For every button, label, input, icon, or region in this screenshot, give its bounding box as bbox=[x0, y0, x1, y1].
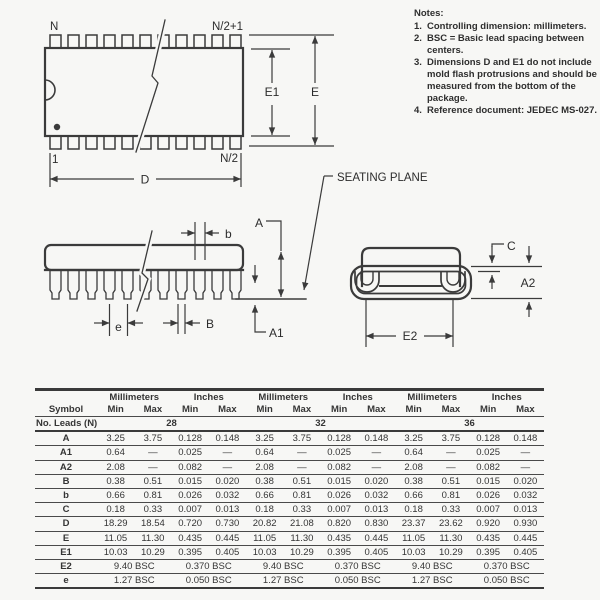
table-row bbox=[35, 503, 544, 517]
table-cell: 18.54 bbox=[140, 518, 165, 530]
table-cell: e bbox=[63, 575, 69, 587]
table-cell: 0.032 bbox=[215, 490, 240, 502]
table-cell: 0.930 bbox=[513, 518, 538, 530]
dim-d bbox=[50, 153, 241, 187]
table-cell: 0.050 BSC bbox=[483, 575, 530, 587]
table-cell: 11.30 bbox=[141, 532, 165, 544]
note-number: 3. bbox=[414, 57, 422, 68]
table-cell: 0.435 bbox=[178, 532, 203, 544]
group-header-mm: Millimeters bbox=[109, 392, 160, 403]
min-header: Min bbox=[107, 404, 124, 415]
table-cell: — bbox=[222, 461, 233, 473]
table-cell: 0.720 bbox=[178, 518, 203, 530]
min-header: Min bbox=[330, 404, 348, 415]
table-row bbox=[35, 559, 544, 573]
table-row bbox=[35, 488, 544, 502]
table-cell: — bbox=[297, 447, 307, 459]
table-cell: 0.66 bbox=[106, 490, 125, 502]
table-row bbox=[35, 474, 544, 488]
side-view bbox=[45, 172, 428, 340]
note-text: BSC = Basic lead spacing between centers. bbox=[427, 33, 585, 56]
table-cell: 11.05 bbox=[253, 532, 277, 544]
pin-label-1: 1 bbox=[52, 154, 59, 166]
table-row bbox=[35, 517, 544, 531]
note-item bbox=[414, 33, 598, 57]
table-cell: 0.007 bbox=[178, 504, 203, 516]
table-cell: 18.29 bbox=[103, 518, 128, 530]
table-cell: 0.445 bbox=[215, 532, 240, 544]
table-minmax-header-row bbox=[35, 403, 544, 417]
dim-a2 bbox=[521, 246, 536, 317]
table-cell: 0.128 bbox=[178, 433, 203, 445]
table-cell: 2.08 bbox=[404, 461, 423, 473]
max-header: Max bbox=[143, 404, 163, 415]
dim-e1 bbox=[251, 49, 290, 136]
table-cell: 32 bbox=[315, 418, 326, 430]
table-cell: 0.33 bbox=[292, 504, 312, 516]
table-cell: 0.51 bbox=[441, 475, 461, 487]
dimension-table-body bbox=[35, 417, 544, 589]
table-cell: 2.08 bbox=[255, 461, 274, 473]
max-header: Max bbox=[292, 404, 312, 415]
table-cell: 0.405 bbox=[364, 546, 389, 558]
pin1-end-notch bbox=[45, 80, 55, 100]
dim-a1 bbox=[255, 305, 284, 340]
dim-label-e-pitch: e bbox=[115, 320, 122, 334]
table-cell: 0.032 bbox=[513, 490, 538, 502]
table-cell: 0.445 bbox=[364, 532, 389, 544]
note-number: 4. bbox=[414, 105, 422, 116]
table-cell: 0.38 bbox=[404, 475, 423, 487]
table-cell: 3.25 bbox=[255, 433, 274, 445]
table-cell: 0.730 bbox=[215, 518, 240, 530]
j-lead-feet bbox=[355, 272, 465, 292]
table-cell: 0.020 bbox=[215, 475, 240, 487]
table-cell: 0.435 bbox=[327, 532, 352, 544]
table-cell: 3.75 bbox=[292, 433, 312, 445]
table-cell: B bbox=[62, 475, 70, 487]
max-header: Max bbox=[516, 404, 535, 415]
min-header: Min bbox=[405, 404, 422, 415]
table-cell: 0.81 bbox=[292, 490, 312, 502]
table-cell: 9.40 BSC bbox=[411, 560, 453, 572]
table-cell: D bbox=[62, 518, 70, 530]
note-number: 1. bbox=[414, 21, 422, 32]
table-cell: 0.830 bbox=[364, 518, 389, 530]
table-cell: 0.66 bbox=[255, 490, 274, 502]
top-view-pins-top bbox=[50, 35, 241, 48]
group-header-mm: Millimeters bbox=[258, 392, 309, 403]
max-header: Max bbox=[218, 404, 237, 415]
table-cell: E bbox=[62, 532, 70, 544]
table-cell: 0.64 bbox=[106, 447, 125, 459]
table-cell: 1.27 BSC bbox=[262, 575, 304, 587]
table-cell: 0.020 bbox=[364, 475, 389, 487]
table-cell: 0.370 BSC bbox=[185, 560, 232, 572]
table-cell: 10.29 bbox=[289, 546, 314, 558]
table-row bbox=[35, 446, 544, 460]
table-cell: 10.03 bbox=[252, 546, 277, 558]
dim-label-a: A bbox=[254, 216, 263, 230]
table-cell: 0.007 bbox=[476, 504, 501, 516]
table-cell: 1.27 BSC bbox=[113, 575, 155, 587]
table-cell: — bbox=[297, 461, 307, 473]
pin1-dot bbox=[54, 124, 60, 130]
table-cell: 0.013 bbox=[364, 504, 389, 516]
table-cell: 0.51 bbox=[143, 475, 163, 487]
table-cell: 23.62 bbox=[438, 518, 463, 530]
table-cell: 0.370 BSC bbox=[483, 560, 530, 572]
table-cell: 3.25 bbox=[106, 433, 125, 445]
table-cell: 0.435 bbox=[476, 532, 501, 544]
table-cell: E1 bbox=[60, 546, 72, 558]
min-header: Min bbox=[181, 404, 199, 415]
table-row bbox=[35, 431, 544, 446]
min-header: Min bbox=[479, 404, 497, 415]
end-view bbox=[351, 239, 542, 347]
table-cell: 9.40 BSC bbox=[113, 560, 155, 572]
dim-a bbox=[255, 216, 281, 297]
table-cell: 0.920 bbox=[476, 518, 501, 530]
table-cell: 0.38 bbox=[106, 475, 125, 487]
table-cell: 0.33 bbox=[441, 504, 461, 516]
note-text: Dimensions D and E1 do not include mold flash protrusions and should be measured from the bottom of the package. bbox=[427, 57, 597, 104]
table-cell: 0.128 bbox=[476, 433, 501, 445]
table-cell: 0.026 bbox=[327, 490, 352, 502]
table-cell: 3.75 bbox=[441, 433, 461, 445]
table-cell: 0.020 bbox=[513, 475, 538, 487]
table-row bbox=[35, 460, 544, 474]
table-row bbox=[35, 574, 544, 589]
notes-title: Notes: bbox=[414, 8, 444, 19]
table-cell: 0.050 BSC bbox=[185, 575, 232, 587]
table-row bbox=[35, 545, 544, 559]
group-header-in: Inches bbox=[342, 392, 373, 403]
table-cell: A2 bbox=[59, 461, 73, 473]
table-cell: 0.370 BSC bbox=[334, 560, 381, 572]
table-cell: 11.30 bbox=[439, 532, 463, 544]
top-view-pins-bottom bbox=[50, 136, 241, 149]
table-cell: — bbox=[148, 447, 158, 459]
table-row-leads bbox=[35, 417, 544, 432]
table-cell: 0.015 bbox=[327, 475, 352, 487]
table-cell: 0.33 bbox=[143, 504, 163, 516]
table-cell: 0.050 BSC bbox=[334, 575, 381, 587]
dim-b-tip bbox=[163, 304, 214, 334]
table-cell: b bbox=[63, 490, 69, 502]
table-cell: 9.40 BSC bbox=[262, 560, 304, 572]
dim-b-upper bbox=[181, 222, 232, 260]
table-cell: — bbox=[371, 447, 382, 459]
pin-label-n2: N/2 bbox=[220, 153, 238, 165]
note-item bbox=[414, 105, 598, 117]
table-cell: — bbox=[148, 461, 158, 473]
note-text: Reference document: JEDEC MS-027. bbox=[427, 105, 597, 116]
table-cell: 1.27 BSC bbox=[411, 575, 453, 587]
notes-block bbox=[414, 8, 598, 117]
table-cell: 11.30 bbox=[290, 532, 314, 544]
table-cell: 0.64 bbox=[255, 447, 274, 459]
table-cell: — bbox=[520, 461, 531, 473]
table-cell: 0.026 bbox=[476, 490, 501, 502]
dimension-table bbox=[35, 388, 544, 589]
table-cell: 0.148 bbox=[513, 433, 538, 445]
dim-label-e2: E2 bbox=[402, 329, 418, 343]
table-cell: 10.29 bbox=[438, 546, 463, 558]
table-cell: 23.37 bbox=[401, 518, 426, 530]
table-cell: 0.38 bbox=[255, 475, 274, 487]
table-cell: 0.395 bbox=[476, 546, 501, 558]
table-cell: 0.148 bbox=[215, 433, 240, 445]
seating-plane-label: SEATING PLANE bbox=[337, 172, 428, 184]
table-cell: 3.25 bbox=[404, 433, 423, 445]
table-cell: — bbox=[446, 447, 456, 459]
table-cell: 0.18 bbox=[255, 504, 274, 516]
table-cell: — bbox=[520, 447, 531, 459]
table-cell: 0.015 bbox=[476, 475, 501, 487]
note-item bbox=[414, 57, 598, 105]
table-cell: 0.082 bbox=[476, 461, 501, 473]
note-text: Controlling dimension: millimeters. bbox=[427, 21, 587, 32]
table-cell: 0.032 bbox=[364, 490, 389, 502]
group-header-in: Inches bbox=[491, 392, 522, 403]
table-cell: 0.007 bbox=[327, 504, 352, 516]
dim-label-b-upper: b bbox=[225, 227, 232, 241]
table-cell: 2.08 bbox=[106, 461, 125, 473]
table-cell: 0.445 bbox=[513, 532, 538, 544]
table-cell: 28 bbox=[166, 418, 177, 430]
table-group-header-row bbox=[35, 390, 544, 404]
dim-label-a2: A2 bbox=[520, 276, 536, 290]
dim-label-a1: A1 bbox=[269, 326, 284, 340]
corner-cell bbox=[35, 390, 97, 404]
table-cell: 0.820 bbox=[327, 518, 352, 530]
table-cell: 0.025 bbox=[327, 447, 352, 459]
table-cell: 0.405 bbox=[215, 546, 240, 558]
table-cell: — bbox=[222, 447, 233, 459]
table-cell: 0.082 bbox=[178, 461, 203, 473]
pin-label-n2plus1: N/2+1 bbox=[211, 21, 243, 33]
pin-label-n: N bbox=[50, 21, 59, 33]
note-number: 2. bbox=[414, 33, 422, 44]
table-row bbox=[35, 531, 544, 545]
table-cell: A bbox=[62, 433, 70, 445]
max-header: Max bbox=[367, 404, 386, 415]
table-cell: 0.395 bbox=[178, 546, 203, 558]
dim-c bbox=[492, 239, 516, 289]
table-cell: 0.81 bbox=[143, 490, 163, 502]
table-cell: 11.05 bbox=[104, 532, 128, 544]
table-cell: 0.405 bbox=[513, 546, 538, 558]
table-cell: 0.013 bbox=[215, 504, 240, 516]
table-cell: C bbox=[62, 504, 70, 516]
table-cell: 0.66 bbox=[404, 490, 423, 502]
table-cell: 0.025 bbox=[476, 447, 501, 459]
group-header-in: Inches bbox=[193, 392, 224, 403]
dim-label-b-tip: B bbox=[206, 317, 215, 331]
table-cell: 0.148 bbox=[364, 433, 389, 445]
table-cell: — bbox=[371, 461, 382, 473]
dim-e2 bbox=[366, 300, 453, 347]
table-cell: 21.08 bbox=[289, 518, 314, 530]
table-cell: 10.03 bbox=[401, 546, 426, 558]
top-view bbox=[45, 20, 334, 187]
table-cell: 0.128 bbox=[327, 433, 352, 445]
table-cell: 3.75 bbox=[143, 433, 163, 445]
table-cell: — bbox=[446, 461, 456, 473]
table-cell: 0.082 bbox=[327, 461, 352, 473]
dim-label-e1: E1 bbox=[264, 85, 280, 99]
table-cell: 20.82 bbox=[252, 518, 277, 530]
table-cell: 0.026 bbox=[178, 490, 203, 502]
table-cell: 10.29 bbox=[140, 546, 165, 558]
dim-e-overall bbox=[249, 35, 334, 146]
table-cell: 0.18 bbox=[404, 504, 423, 516]
table-cell: E2 bbox=[60, 560, 72, 572]
table-cell: 36 bbox=[464, 418, 475, 430]
min-header: Min bbox=[256, 404, 273, 415]
table-cell: 0.025 bbox=[178, 447, 203, 459]
table-cell: 0.18 bbox=[106, 504, 125, 516]
note-item bbox=[414, 21, 598, 33]
table-cell: 10.03 bbox=[103, 546, 128, 558]
table-cell: A1 bbox=[59, 447, 73, 459]
dim-label-e: E bbox=[310, 85, 320, 99]
table-cell: 0.81 bbox=[441, 490, 461, 502]
dim-label-d: D bbox=[140, 172, 150, 187]
table-cell: No. Leads (N) bbox=[36, 418, 98, 430]
table-cell: 0.64 bbox=[404, 447, 423, 459]
symbol-header: Symbol bbox=[48, 404, 84, 415]
table-cell: 0.51 bbox=[292, 475, 312, 487]
table-cell: 0.013 bbox=[513, 504, 538, 516]
table-cell: 0.395 bbox=[327, 546, 352, 558]
max-header: Max bbox=[441, 404, 461, 415]
group-header-mm: Millimeters bbox=[407, 392, 458, 403]
table-cell: 0.015 bbox=[178, 475, 203, 487]
table-cell: 11.05 bbox=[402, 532, 426, 544]
dim-label-c: C bbox=[507, 239, 516, 253]
